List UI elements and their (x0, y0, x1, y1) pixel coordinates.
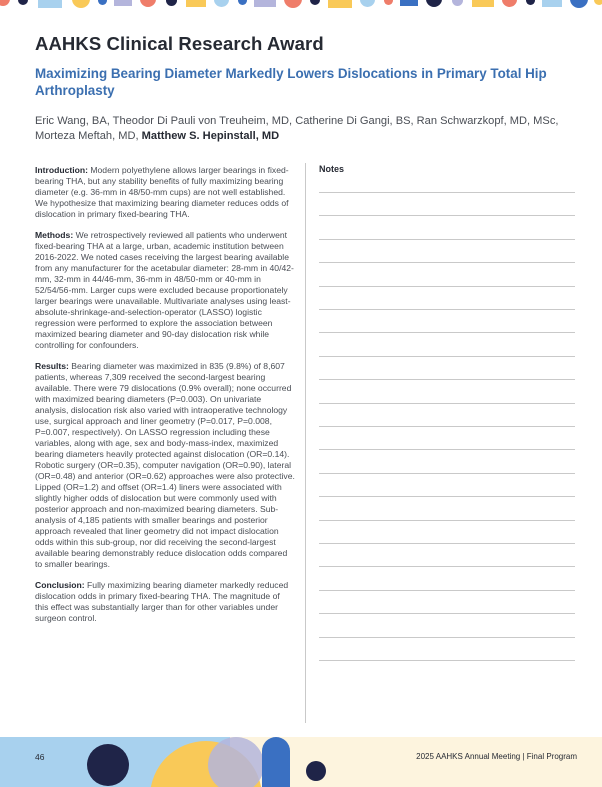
methods-label: Methods: (35, 230, 74, 240)
note-line (319, 660, 575, 661)
introduction-text: Modern polyethylene allows larger bearings in fixed-bearing THA, but any stability benefits of fully maximizing bearing diameter (e.g. 36-mm in 48/50-mm cups) are not well established. We hypothesize that maximizing bearing diameter reduces odds of dislocation in primary fixed-bearing THA. (35, 165, 289, 219)
note-line (319, 543, 575, 544)
note-line (319, 309, 575, 310)
footer-band (0, 737, 602, 787)
note-line (319, 590, 575, 591)
results-label: Results: (35, 361, 69, 371)
page-number: 46 (35, 752, 45, 762)
conclusion-paragraph (35, 580, 295, 624)
note-line (319, 426, 575, 427)
methods-text: We retrospectively reviewed all patients who underwent fixed-bearing THA at a large, urban, academic institution between 2016-2022. We noted cases receiving the largest bearing available from any manufacturer for the acetabular diameter: 28-mm in 40/42-mm, 32-mm in 44/46-mm, 36-mm in 48/50-mm or 40-mm in 52/54/56-mm. Larger cups were excluded because proportionately larger bearings were unavailable. Multivariate analyses using least-absolute-shrinkage-and-selection-operator (LASSO) logistic regression were performed to explore the association between maximized bearing diameter and 90-day dislocation risk while controlling for confounders. (35, 230, 294, 350)
note-line (319, 496, 575, 497)
senior-author: Matthew S. Hepinstall, MD (141, 130, 280, 142)
introduction-label: Introduction: (35, 165, 88, 175)
conclusion-label: Conclusion: (35, 580, 85, 590)
note-line (319, 379, 575, 380)
note-line (319, 356, 575, 357)
notes-heading: Notes (319, 164, 345, 174)
column-divider (305, 163, 306, 723)
authors-regular: Eric Wang, BA, Theodor Di Pauli von Treuheim, MD, Catherine Di Gangi, BS, Ran Schwarzkopf, MD, MSc, Morteza Meftah, MD, (35, 115, 559, 142)
note-line (319, 239, 575, 240)
methods-paragraph (35, 230, 295, 351)
award-title: AAHKS Clinical Research Award (35, 33, 324, 54)
note-line (319, 613, 575, 614)
top-decorative-band (0, 0, 602, 10)
conclusion-text: Fully maximizing bearing diameter markedly reduced dislocation odds in primary fixed-bearing THA. The magnitude of this effect was substantially larger than for other variables under surgeon control. (35, 580, 289, 623)
paper-title: Maximizing Bearing Diameter Markedly Lowers Dislocations in Primary Total Hip Arthroplasty (35, 66, 547, 98)
publication-footer: 2025 AAHKS Annual Meeting | Final Program (416, 752, 577, 761)
note-line (319, 403, 575, 404)
results-text: Bearing diameter was maximized in 835 (9.8%) of 8,607 patients, whereas 7,309 received the second-largest bearing available. There were 79 dislocations (0.9% overall); none occurred with maximized bearing diameters (P=0.003). On univariate analysis, dislocation risk also varied with intraoperative technology use, surgical approach and liner geometry (P=0.017, P=0.008, P=0.007, respectively). On LASSO regression including these variables, along with age, sex and body-mass-index, maximized bearing diameters heavily protected against dislocation (OR=0.14). Robotic surgery (OR=0.35), computer navigation (OR=0.90), lateral (OR=0.48) and anterior (OR=0.62) approaches were also protective. Lipped (OR=1.2) and offset (OR=1.4) liners were associated with slightly higher odds of dislocation but were commonly used with posterior approach and non-maximized bearing diameters. Sub-analysis of 4,185 patients with smaller bearings and posterior approach revealed that liner geometry did not impact dislocation odds within this sub-group, nor did receiving the second-largest available bearing demonstrably reduce dislocation odds compared to smaller bearings. (35, 361, 295, 569)
results-paragraph (35, 361, 295, 570)
author-list (35, 114, 580, 144)
note-line (319, 286, 575, 287)
note-line (319, 566, 575, 567)
introduction-paragraph (35, 165, 295, 220)
note-line (319, 449, 575, 450)
note-line (319, 262, 575, 263)
note-line (319, 332, 575, 333)
note-line (319, 520, 575, 521)
note-line (319, 637, 575, 638)
note-line (319, 192, 575, 193)
abstract-body (35, 165, 295, 634)
note-line (319, 473, 575, 474)
note-line (319, 215, 575, 216)
